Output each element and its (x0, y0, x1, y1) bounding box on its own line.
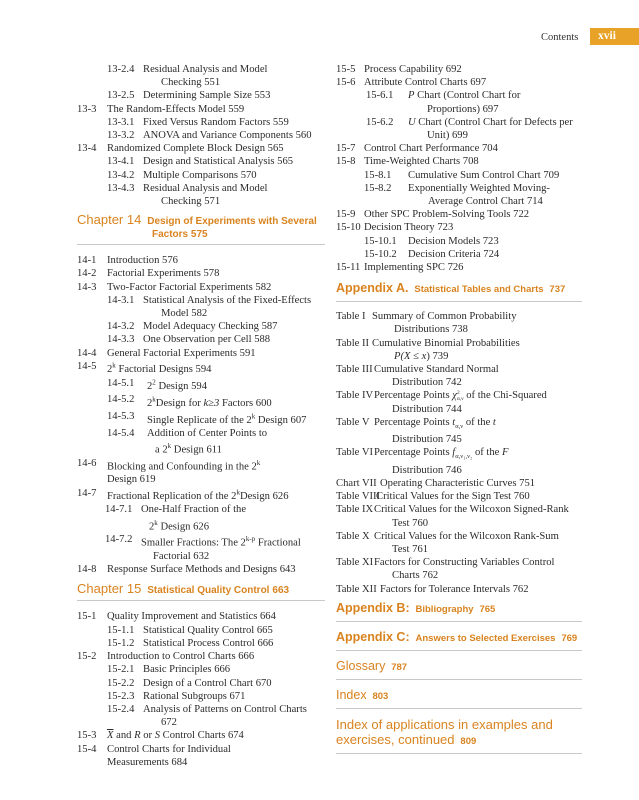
entry-text: Distribution 742 (392, 377, 462, 389)
entry-text: Charts 762 (392, 570, 439, 582)
toc-entry[interactable] (336, 235, 582, 248)
toc-entry[interactable] (77, 333, 325, 346)
superscript: k (167, 442, 172, 450)
superscript: k-p (245, 535, 256, 544)
entry-text: Rational Subgroups 671 (143, 690, 246, 702)
entry-number: 13-4 (77, 143, 97, 155)
toc-entry[interactable] (336, 261, 582, 274)
superscript: k (152, 395, 156, 404)
entry-text: General Factorial Experiments 591 (107, 347, 256, 359)
entry-text: Implementing SPC 726 (364, 262, 464, 274)
entry-number: 15-8.2 (364, 182, 392, 194)
entry-text: Factorial 632 (153, 551, 210, 563)
entry-number: 13-4.3 (107, 182, 135, 194)
entry-number: 15-8 (336, 156, 356, 168)
entry-text: Cumulative Sum Control Chart 709 (408, 169, 560, 181)
entry-text: Test 760 (392, 517, 429, 529)
entry-text: Factors for Constructing Variables Control (374, 557, 555, 569)
entry-number: 13-4.2 (107, 169, 135, 181)
entry-number: 14-7.1 (105, 504, 133, 516)
index-of-applications-heading[interactable] (336, 717, 582, 754)
subscript: α,ν (456, 396, 464, 403)
entry-text: Distribution 745 (392, 434, 462, 446)
entry-number: 15-6.1 (366, 90, 394, 102)
running-header-title: Contents (541, 32, 579, 43)
entry-text: Design and Statistical Analysis 565 (143, 156, 294, 168)
entry-text: ) 739 (426, 350, 449, 362)
entry-number: 15-4 (77, 743, 97, 755)
entry-math: P( (394, 350, 404, 362)
entry-text: or (140, 730, 155, 742)
toc-entry[interactable] (77, 155, 325, 168)
entry-text: Smaller Fractions: The 2 (141, 537, 246, 549)
entry-number: 15-7 (336, 143, 356, 155)
entry-number: 15-8.1 (364, 169, 392, 181)
entry-text: Factorial Experiments 578 (107, 268, 220, 280)
toc-entry[interactable] (77, 637, 325, 650)
toc-entry[interactable] (336, 477, 582, 490)
entry-text: Distribution 744 (392, 403, 462, 415)
entry-number: Table XII (336, 583, 377, 595)
chapter-14-heading[interactable] (77, 213, 325, 245)
toc-entry[interactable] (77, 487, 325, 504)
entry-number: 15-2.3 (107, 690, 135, 702)
index-label: Index (336, 687, 367, 702)
entry-number: 14-3.2 (107, 321, 135, 333)
toc-entry[interactable] (336, 208, 582, 221)
entry-text: Design for (155, 397, 204, 409)
toc-entry[interactable] (77, 427, 325, 457)
entry-text: Exponentially Weighted Moving- (408, 182, 550, 194)
entry-number: 14-3 (77, 281, 97, 293)
toc-entry[interactable] (77, 410, 325, 427)
entry-text: Quality Improvement and Statistics 664 (107, 611, 276, 623)
entry-text: 2 (149, 521, 155, 533)
entry-math: t (492, 416, 496, 428)
entry-math: t (452, 416, 456, 428)
toc-left-column (77, 63, 325, 769)
entry-text: 2 (107, 364, 113, 376)
index-apps-line1: Index of applications in examples and (336, 716, 553, 732)
chapter-title: Design of Experiments with Several (147, 216, 317, 228)
toc-entry[interactable] (336, 248, 582, 261)
toc-entry[interactable] (77, 663, 325, 676)
entry-text: Residual Analysis and Model (143, 182, 268, 194)
entry-text: Introduction to Control Charts 666 (107, 651, 255, 663)
entry-text: Design of a Control Chart 670 (143, 677, 272, 689)
entry-number: 15-9 (336, 209, 356, 221)
entry-number: 14-5 (77, 360, 97, 372)
entry-text: Cumulative Binomial Probabilities (372, 337, 520, 349)
entry-number: 15-10.2 (364, 248, 397, 260)
entry-text: Design 611 (171, 444, 222, 456)
toc-entry[interactable] (336, 363, 582, 389)
entry-text: Critical Values for the Sign Test 760 (376, 491, 530, 503)
entry-number: Table XI (336, 557, 374, 569)
appendix-page: 737 (549, 284, 566, 296)
entry-text: Percentage Points (374, 447, 453, 459)
toc-entry[interactable] (77, 63, 325, 89)
toc-entry[interactable] (77, 281, 325, 294)
entry-number: 14-5.3 (107, 411, 135, 423)
toc-entry[interactable] (77, 393, 325, 410)
entry-text: Fixed Versus Random Factors 559 (143, 116, 289, 128)
entry-text: Percentage Points (374, 390, 453, 402)
entry-text: Factors for Tolerance Intervals 762 (380, 583, 529, 595)
toc-entry[interactable] (77, 320, 325, 333)
entry-number: Table IV (336, 390, 374, 402)
entry-number: 15-6 (336, 77, 356, 89)
entry-text: The Random-Effects Model 559 (107, 103, 245, 115)
entry-text: Cumulative Standard Normal (374, 364, 499, 376)
entry-text: Attribute Control Charts 697 (364, 77, 487, 89)
superscript: 2 (456, 390, 460, 397)
entry-number: 13-3.2 (107, 130, 135, 142)
entry-number: Table I (336, 311, 366, 323)
entry-text: Critical Values for the Wilcoxon Signed-Rank (374, 504, 569, 516)
entry-text: Factors 600 (219, 397, 272, 409)
toc-entry[interactable] (336, 490, 582, 503)
entry-number: Table VI (336, 447, 374, 459)
entry-number: 14-5.4 (107, 427, 135, 439)
entry-number: Table IX (336, 504, 374, 516)
entry-number: 14-1 (77, 255, 97, 267)
entry-text: Multiple Comparisons 570 (143, 169, 257, 181)
entry-number: 15-2 (77, 651, 97, 663)
entry-text: Blocking and Confounding in the 2 (107, 461, 257, 473)
toc-entry[interactable] (336, 142, 582, 155)
entry-text: of the Chi-Squared (463, 390, 547, 402)
superscript: k (112, 361, 116, 370)
entry-text: Statistical Process Control 666 (143, 637, 274, 649)
entry-number: Chart VII (336, 477, 377, 489)
entry-text: Design 607 (255, 414, 307, 426)
entry-text: Decision Theory 723 (364, 222, 454, 234)
entry-text: Basic Principles 666 (143, 664, 231, 676)
entry-number: Table VIII (336, 491, 381, 503)
entry-text: Design 626 (239, 491, 289, 503)
entry-text: and (113, 730, 135, 742)
entry-number: 15-1.1 (107, 624, 135, 636)
entry-text: One-Half Fraction of the (141, 504, 247, 516)
entry-text: Decision Criteria 724 (408, 248, 500, 260)
entry-text: Residual Analysis and Model (143, 64, 268, 75)
entry-number: Table V (336, 416, 370, 428)
toc-entry[interactable] (77, 677, 325, 690)
toc-entry[interactable] (77, 610, 325, 623)
toc-entry[interactable] (336, 530, 582, 556)
entry-text: Randomized Complete Block Design 565 (107, 143, 284, 155)
entry-text: Response Surface Methods and Designs 643 (107, 564, 296, 576)
appendix-c-heading[interactable] (336, 630, 582, 651)
superscript: 2 (152, 378, 156, 387)
entry-number: 13-4.1 (107, 156, 135, 168)
toc-entry[interactable] (336, 310, 582, 336)
entry-text: Distributions 738 (394, 324, 468, 336)
appendix-label: Appendix C: (336, 629, 410, 644)
glossary-label: Glossary (336, 658, 386, 673)
entry-text: Introduction 576 (107, 255, 178, 267)
toc-entry[interactable] (336, 446, 582, 477)
entry-math: χ (452, 390, 457, 402)
entry-text: Chart (Control Chart for Defects per (415, 116, 573, 128)
entry-number: 14-7 (77, 487, 97, 499)
entry-text: Statistical Quality Control 665 (143, 624, 273, 636)
entry-number: 15-6.2 (366, 116, 394, 128)
entry-text: Design 594 (155, 381, 207, 393)
entry-text: One Observation per Cell 588 (143, 334, 271, 346)
toc-entry[interactable] (336, 389, 582, 415)
appendix-page: 769 (561, 632, 578, 644)
entry-number: 14-6 (77, 457, 97, 469)
toc-entry[interactable] (336, 169, 582, 182)
toc-entry[interactable] (77, 182, 325, 208)
entry-text: Distribution 746 (392, 464, 462, 476)
entry-number: 15-1.2 (107, 637, 135, 649)
entry-number: 14-2 (77, 268, 97, 280)
entry-number: Table II (336, 337, 370, 349)
entry-text: Design 626 (157, 521, 209, 533)
entry-number: 15-10.1 (364, 235, 397, 247)
chapter-15-heading[interactable] (77, 582, 325, 601)
entry-text: 2 (147, 397, 153, 409)
entry-text: Decision Models 723 (408, 235, 499, 247)
entry-number: 15-10 (336, 222, 361, 234)
entry-number: 14-3.1 (107, 294, 135, 306)
entry-number: 13-3.1 (107, 116, 135, 128)
superscript: k (154, 518, 158, 527)
subscript: α,ν₁,ν₂ (455, 453, 473, 461)
entry-text: ANOVA and Variance Components 560 (143, 130, 312, 142)
entry-text: a 2 (155, 444, 168, 456)
toc-entry[interactable] (77, 360, 325, 377)
appendix-title: Answers to Selected Exercises (415, 632, 556, 644)
chapter-label: Chapter 14 (77, 212, 142, 228)
entry-text: Process Capability 692 (364, 64, 462, 75)
entry-text: Checking 571 (161, 196, 221, 208)
toc-entry[interactable] (77, 142, 325, 155)
toc-entry[interactable] (77, 690, 325, 703)
entry-number: 13-3 (77, 103, 97, 115)
subscript: α,ν (455, 422, 464, 430)
entry-number: 15-1 (77, 611, 97, 623)
entry-number: 14-8 (77, 564, 97, 576)
appendix-a-heading[interactable] (336, 281, 582, 302)
entry-number: 14-4 (77, 347, 97, 359)
chapter-title: Statistical Quality Control (147, 585, 270, 597)
entry-text: Chart (Control Chart for (414, 90, 521, 102)
index-apps-page: 809 (460, 735, 477, 747)
entry-number: 14-5.1 (107, 377, 135, 389)
entry-number: 15-2.2 (107, 677, 135, 689)
entry-text: Percentage Points (374, 416, 453, 428)
entry-text: ≤ (410, 350, 422, 362)
entry-text: Time-Weighted Charts 708 (364, 156, 479, 168)
entry-text: Measurements 684 (107, 756, 188, 768)
toc-entry[interactable] (336, 583, 582, 596)
appendix-title: Bibliography (415, 603, 474, 615)
index-page: 803 (372, 690, 389, 702)
toc-entry[interactable] (336, 503, 582, 529)
toc-entry[interactable] (77, 89, 325, 102)
entry-text: Critical Values for the Wilcoxon Rank-Sum (374, 530, 559, 542)
entry-text: Analysis of Patterns on Control Charts (143, 703, 307, 715)
toc-entry[interactable] (336, 337, 582, 363)
toc-entry[interactable] (77, 503, 325, 533)
entry-text: Operating Characteristic Curves 751 (380, 477, 536, 489)
page-number-badge: xvii (590, 28, 639, 45)
entry-math: x (421, 350, 427, 362)
entry-text: 672 (161, 717, 177, 729)
toc-entry[interactable] (77, 254, 325, 267)
appendix-b-heading[interactable] (336, 601, 582, 622)
toc-entry[interactable] (77, 116, 325, 129)
toc-entry[interactable] (77, 103, 325, 116)
entry-math: P (408, 90, 415, 102)
entry-text: Addition of Center Points to (147, 427, 268, 439)
toc-entry[interactable] (77, 377, 325, 394)
entry-number: 14-7.2 (105, 534, 133, 546)
entry-text: Single Replicate of the 2 (147, 414, 252, 426)
toc-entry[interactable] (336, 416, 582, 447)
appendix-label: Appendix A. (336, 281, 409, 296)
entry-number: 15-2.1 (107, 664, 135, 676)
toc-entry[interactable] (77, 294, 325, 320)
entry-number: 14-3.3 (107, 334, 135, 346)
appendix-page: 765 (479, 603, 496, 615)
chapter-page: 663 (272, 585, 290, 597)
toc-entry[interactable] (336, 116, 582, 142)
toc-entry[interactable] (336, 76, 582, 89)
toc-entry[interactable] (77, 169, 325, 182)
toc-entry[interactable] (77, 743, 325, 769)
toc-entry[interactable] (336, 182, 582, 208)
index-apps-line2: exercises, continued (336, 731, 455, 747)
entry-text: Fractional (255, 537, 301, 549)
entry-math: F (502, 447, 509, 459)
toc-entry[interactable] (77, 729, 325, 742)
glossary-page: 787 (391, 661, 408, 673)
glossary-heading[interactable] (336, 659, 582, 680)
toc-entry[interactable] (336, 155, 582, 168)
entry-number: Table X (336, 530, 370, 542)
toc-entry[interactable] (77, 703, 325, 729)
entry-text: Statistical Analysis of the Fixed-Effects (143, 294, 312, 306)
entry-text: Unit) 699 (427, 130, 468, 142)
entry-text: Average Control Chart 714 (428, 196, 543, 208)
appendix-title: Statistical Tables and Charts (414, 284, 544, 296)
entry-number: 14-5.2 (107, 394, 135, 406)
entry-number: 15-3 (77, 730, 97, 742)
entry-math: f (452, 447, 456, 459)
toc-entry[interactable] (336, 221, 582, 234)
entry-text: Control Chart Performance 704 (364, 143, 498, 155)
entry-text: Two-Factor Factorial Experiments 582 (107, 281, 272, 293)
chapter-page: 575 (190, 229, 208, 241)
appendix-label: Appendix B: (336, 600, 410, 615)
entry-text: Model 582 (161, 308, 208, 320)
entry-text: Determining Sample Size 553 (143, 90, 271, 102)
entry-math: S (154, 730, 160, 742)
toc-entry[interactable] (336, 63, 582, 76)
entry-text: Fractional Replication of the 2 (107, 491, 237, 503)
entry-text: Test 761 (392, 543, 429, 555)
superscript: k (236, 488, 240, 497)
entry-math: X (404, 350, 411, 362)
entry-text: Control Charts for Individual (107, 743, 231, 755)
entry-number: Table III (336, 364, 373, 376)
superscript: k (256, 458, 261, 467)
chapter-label: Chapter 15 (77, 581, 142, 597)
entry-text: Other SPC Problem-Solving Tools 722 (364, 209, 530, 221)
toc-entry[interactable] (336, 89, 582, 115)
entry-number: 13-2.4 (107, 64, 135, 75)
entry-text: Factorial Designs 594 (115, 364, 212, 376)
toc-entry[interactable] (77, 650, 325, 663)
toc-entry[interactable] (77, 457, 325, 487)
toc-entry[interactable] (77, 533, 325, 563)
entry-text: Control Charts 674 (159, 730, 244, 742)
toc-entry[interactable] (77, 267, 325, 280)
entry-number: 15-5 (336, 64, 356, 75)
x-bar-symbol: $\overline{X}$ (107, 730, 114, 742)
entry-text: Design 619 (107, 474, 156, 486)
chapter-title-line2: Factors (152, 229, 189, 241)
toc-right-column (336, 63, 582, 762)
entry-math: R (134, 730, 141, 742)
entry-text: Model Adequacy Checking 587 (143, 321, 278, 333)
entry-number: 13-2.5 (107, 90, 135, 102)
entry-number: 15-2.4 (107, 703, 135, 715)
toc-entry[interactable] (77, 624, 325, 637)
entry-text: Checking 551 (161, 77, 221, 89)
toc-entry[interactable] (77, 563, 325, 576)
entry-number: 15-11 (336, 262, 361, 274)
entry-text: Proportions) 697 (427, 103, 499, 115)
entry-text: of the (463, 416, 493, 428)
entry-math: U (408, 116, 416, 128)
index-heading[interactable] (336, 688, 582, 709)
entry-text: 2 (147, 381, 153, 393)
entry-text: of the (472, 447, 503, 459)
toc-entry[interactable] (77, 129, 325, 142)
superscript: k (251, 412, 256, 421)
entry-math: k≥3 (203, 397, 220, 409)
toc-entry[interactable] (77, 347, 325, 360)
entry-text: Summary of Common Probability (372, 311, 517, 323)
toc-entry[interactable] (336, 556, 582, 582)
